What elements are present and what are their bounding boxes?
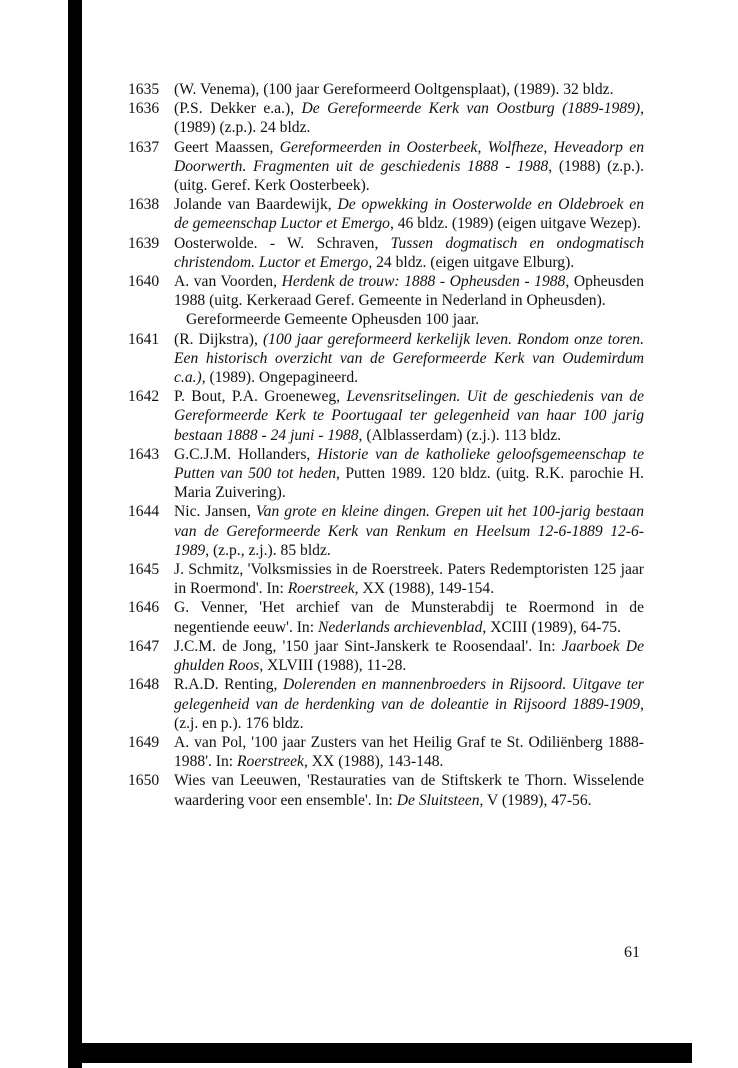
entry-title-italic: Van grote en kleine dingen. Grepen uit het 100-jarig bestaan van de Gereformeerde Kerk van Renkum en Heelsum 12-6-1889 12-6-1989: [174, 503, 645, 559]
entry-text-segment: Nic. Jansen,: [174, 503, 256, 521]
entry-number: 1644: [128, 503, 160, 521]
entry-text-segment: Wies van Leeuwen, 'Restauraties van de Stiftskerk te Thorn. Wisselende waardering voor een ensemble'. In:: [174, 772, 644, 809]
entry-number: 1650: [128, 772, 160, 790]
entry-title-italic: Historie van de katholieke geloofsgemeenschap te Putten van 500 tot heden: [174, 445, 644, 483]
entry-text: [174, 195, 644, 233]
entry-number: 1641: [128, 330, 160, 348]
entry-text: [174, 99, 644, 137]
bibliography-entry: [128, 195, 644, 233]
entry-text: [174, 272, 644, 310]
entry-text-segment: J. Schmitz, 'Volksmissies in de Roerstreek. Paters Redemptoristen 125 jaar in Roermond'. In:: [174, 561, 644, 598]
entry-number: 1649: [128, 733, 160, 751]
scan-border-bottom: [68, 1043, 692, 1063]
entry-text-segment: , Putten 1989. 120 bldz. (uitg. R.K. parochie H. Maria Zuivering).: [174, 465, 644, 502]
entry-number: 1637: [128, 138, 160, 156]
bibliography-entry: [128, 80, 644, 99]
bibliography-entry: [128, 771, 644, 809]
entry-title-italic: De opwekking in Oosterwolde en Oldebroek en de gemeenschap Luctor et Emergo: [174, 196, 644, 233]
bibliography-entry: [128, 330, 644, 388]
entry-number: 1640: [128, 273, 160, 291]
entry-text: [174, 560, 644, 598]
entry-note: Gereformeerde Gemeente Opheusden 100 jaar.: [186, 311, 480, 329]
bibliography-entry: [128, 733, 644, 771]
entry-text: [174, 598, 644, 636]
bibliography-entry: [128, 675, 644, 733]
entry-title-italic: Roerstreek: [287, 580, 355, 598]
entry-text-segment: , 24 bldz. (eigen uitgave Elburg).: [368, 253, 575, 271]
entry-text-segment: (P.S. Dekker e.a.),: [174, 100, 302, 118]
entry-text-segment: , XCIII (1989), 64-75.: [482, 618, 621, 636]
page-number: 61: [624, 944, 640, 961]
entry-text: [174, 502, 644, 560]
entry-number: 1636: [128, 100, 160, 118]
entry-text: [174, 80, 644, 99]
entry-text-segment: , 46 bldz. (1989) (eigen uitgave Wezep).: [389, 215, 641, 233]
entry-title-italic: Dolerenden en mannenbroeders in Rijsoord. Uitgave ter gelegenheid van de herdenking van de doleantie in Rijsoord 1889-1909: [174, 676, 644, 713]
entry-title-italic: De Gereformeerde Kerk van Oostburg (1889-1989): [301, 100, 641, 118]
entry-text-segment: P. Bout, P.A. Groeneweg,: [174, 388, 347, 406]
bibliography-entry: [128, 234, 644, 272]
entry-text-segment: , (1989) (z.p.). 24 bldz.: [174, 100, 644, 137]
entry-text: [174, 771, 644, 809]
entry-title-italic: Herdenk de trouw: 1888 - Opheusden - 1988: [281, 273, 566, 291]
entry-title-italic: De Sluitsteen: [396, 791, 480, 809]
bibliography-entry: [128, 387, 644, 445]
entry-title-italic: Jaarboek De ghulden Roos: [174, 637, 644, 675]
entry-number: 1645: [128, 561, 160, 579]
entry-text-segment: J.C.M. de Jong, '150 jaar Sint-Janskerk te Roosendaal'. In:: [174, 637, 562, 655]
entry-number: 1643: [128, 445, 160, 463]
entry-title-italic: Roerstreek: [237, 753, 304, 771]
entry-text-segment: , XX (1988), 149-154.: [354, 580, 495, 598]
entry-number: 1646: [128, 599, 160, 617]
scan-border-left: [68, 0, 82, 1068]
bibliography-entry: [128, 99, 644, 137]
entry-text: [174, 445, 644, 503]
bibliography-list: [128, 80, 644, 810]
entry-number: 1647: [128, 637, 160, 655]
entry-text-segment: A. van Voorden,: [174, 273, 282, 291]
bibliography-entry: [128, 560, 644, 598]
entry-title-italic: Nederlands archievenblad: [317, 618, 483, 636]
entry-number: 1635: [128, 81, 160, 98]
entry-text-segment: , (z.j. en p.). 176 bldz.: [174, 695, 644, 732]
entry-text-segment: , (Alblasserdam) (z.j.). 113 bldz.: [358, 426, 562, 444]
entry-text-segment: , XLVIII (1988), 11-28.: [259, 657, 407, 675]
entry-text-segment: (W. Venema), (100 jaar Gereformeerd Ooltgensplaat), (1989). 32 bldz.: [174, 81, 614, 98]
entry-text: [174, 234, 644, 272]
entry-text: [174, 675, 644, 733]
entry-number: 1639: [128, 234, 160, 252]
bibliography-entry: [128, 445, 644, 503]
entry-text-segment: (R. Dijkstra),: [174, 330, 263, 348]
entry-text-segment: , V (1989), 47-56.: [479, 791, 592, 809]
entry-title-italic: (100 jaar gereformeerd kerkelijk leven. Rondom onze toren. Een historisch overzicht van de Gereformeerde Kerk van Oudemirdum c.a.): [174, 330, 645, 387]
entry-text-segment: , Opheusden 1988 (uitg. Kerkeraad Geref. Gemeente in Nederland in Opheusden).: [174, 273, 644, 310]
entry-text-segment: R.A.D. Renting,: [174, 676, 283, 694]
bibliography-entry: [128, 272, 644, 310]
entry-number: 1648: [128, 676, 160, 694]
entry-text-segment: Geert Maassen,: [174, 138, 280, 156]
entry-number: 1642: [128, 388, 160, 406]
entry-number: 1638: [128, 196, 160, 214]
entry-text: [174, 138, 644, 196]
bibliography-entry: [128, 502, 644, 560]
entry-text-segment: , (1989). Ongepagineerd.: [201, 369, 359, 387]
entry-text-segment: , XX (1988), 143-148.: [303, 753, 444, 771]
entry-text-segment: Oosterwolde. - W. Schraven,: [174, 234, 391, 252]
entry-text-segment: G.C.J.M. Hollanders,: [174, 445, 318, 463]
entry-title-italic: Tussen dogmatisch en ondogmatisch christendom. Luctor et Emergo: [174, 234, 644, 271]
bibliography-entry: [128, 598, 644, 636]
entry-text-segment: , (1988) (z.p.). (uitg. Geref. Kerk Oosterbeek).: [174, 157, 644, 195]
entry-text: [174, 330, 644, 388]
entry-text-segment: G. Venner, 'Het archief van de Munsterabdij te Roermond in de negentiende eeuw'. In:: [174, 599, 644, 636]
bibliography-entry: [128, 637, 644, 675]
entry-text-segment: A. van Pol, '100 jaar Zusters van het Heilig Graf te St. Odiliënberg 1888-1988'. In:: [174, 733, 644, 771]
entry-text: [174, 387, 644, 445]
entry-text-segment: , (z.p., z.j.). 85 bldz.: [205, 541, 331, 559]
entry-title-italic: Gereformeerden in Oosterbeek, Wolfheze, Heveadorp en Doorwerth. Fragmenten uit de geschiedenis 1888 - 1988: [174, 138, 644, 175]
entry-title-italic: Levensritselingen. Uit de geschiedenis van de Gereformeerde Kerk te Poortugaal ter gelegenheid van haar 100 jarig bestaan 1888 - 24 juni - 1988: [174, 388, 644, 444]
entry-text: [174, 733, 644, 771]
entry-text: [174, 637, 644, 675]
entry-text-segment: Jolande van Baardewijk,: [174, 196, 338, 214]
bibliography-entry: [128, 138, 644, 196]
